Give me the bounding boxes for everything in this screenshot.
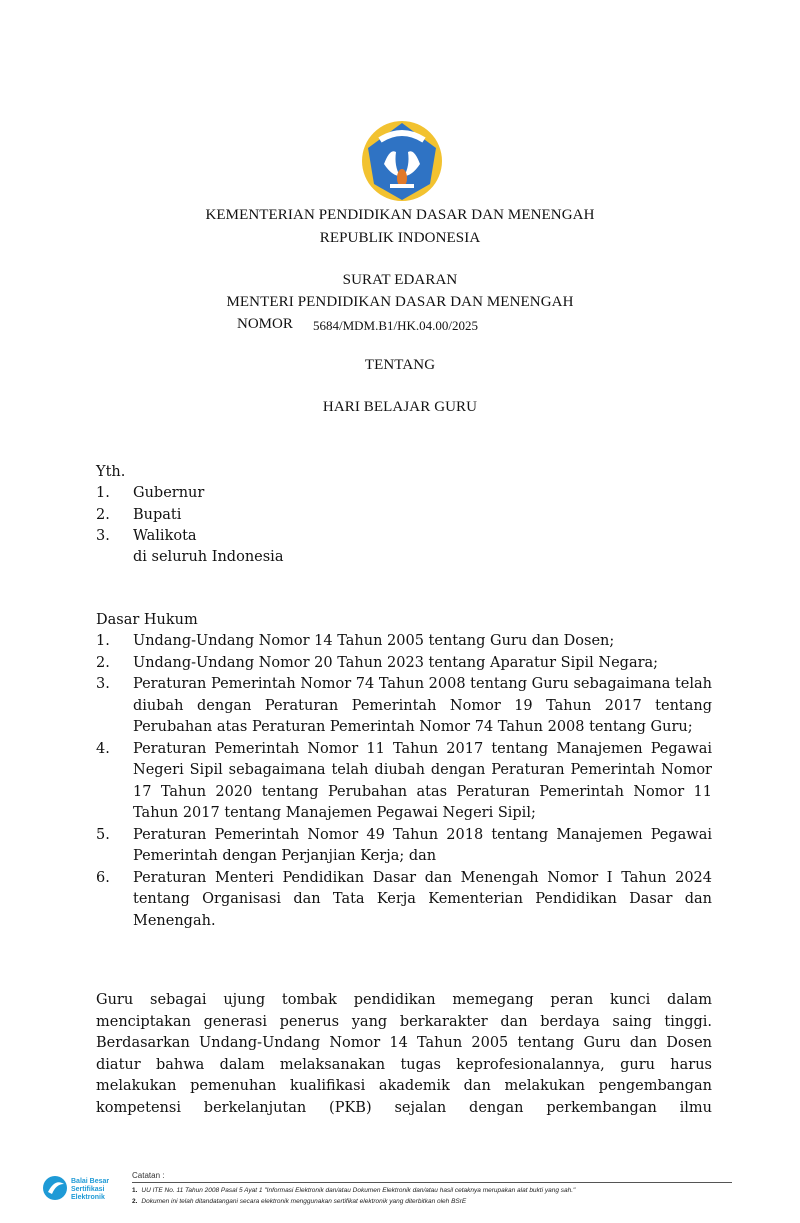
issuer-title: MENTERI PENDIDIKAN DASAR DAN MENENGAH — [226, 294, 574, 310]
dasar-hukum-title: Dasar Hukum — [96, 612, 198, 628]
list-item: 1. Undang-Undang Nomor 14 Tahun 2005 tentang Guru dan Dosen; — [96, 633, 615, 649]
list-item: 2. Undang-Undang Nomor 20 Tahun 2023 tentang Aparatur Sipil Negara; — [96, 654, 659, 671]
list-item: 3. Walikota — [96, 528, 197, 544]
list-item: 6. Peraturan Menteri Pendidikan Dasar dan Menengah Nomor I Tahun 2024 tentang Organisasi dan Tata Kerja Kementerian Pendidikan Dasar dan Menengah. — [96, 869, 712, 929]
footer-note: 2. Dokumen ini telah ditandatangani secara elektronik menggunakan sertifikat elektronik yang diterbitkan oleh BSrE — [132, 1198, 467, 1205]
nomor-label: NOMOR — [237, 316, 293, 332]
addressee-location: di seluruh Indonesia — [133, 549, 284, 565]
bsre-logo — [42, 1172, 132, 1204]
subject-title: HARI BELAJAR GURU — [322, 399, 478, 415]
tentang-heading: TENTANG — [364, 357, 436, 373]
list-item: 4. Peraturan Pemerintah Nomor 11 Tahun 2017 tentang Manajemen Pegawai Negeri Sipil sebagaimana telah diubah dengan Peraturan Pemerintah Nomor 17 Tahun 2020 tentang Perubahan atas Peraturan Pemerintah Nomor 11 Tahun 2017 tentang Manajemen Pegawai Negeri Sipil; — [96, 740, 712, 821]
nomor-value: 5684/MDM.B1/HK.04.00/2025 — [313, 318, 479, 333]
list-item: 3. Peraturan Pemerintah Nomor 74 Tahun 2008 tentang Guru sebagaimana telah diubah dengan Peraturan Pemerintah Nomor 19 Tahun 2017 tentang Perubahan atas Peraturan Pemerintah Nomor 74 Tahun 2008 tentang Guru; — [96, 676, 712, 735]
addressee-list — [96, 483, 712, 548]
salutation: Yth. — [96, 464, 126, 480]
bsre-logo-text-2: Sertifikasi — [71, 1186, 105, 1193]
bsre-logo-text-3: Elektronik — [71, 1194, 105, 1201]
ministry-name: KEMENTERIAN PENDIDIKAN DASAR DAN MENENGAH — [205, 207, 595, 223]
footer-label: Catatan : — [132, 1171, 165, 1180]
dasar-hukum-list — [96, 631, 712, 932]
list-item: 1. Gubernur — [96, 485, 205, 501]
list-item: 2. Bupati — [96, 506, 182, 523]
footer-note: 1. UU ITE No. 11 Tahun 2008 Pasal 5 Ayat 1 "Informasi Elektronik dan/atau Dokumen Elektronik dan/atau hasil cetaknya merupakan alat bukti yang sah." — [132, 1187, 576, 1194]
body-paragraph: Guru sebagai ujung tombak pendidikan memegang peran kunci dalam menciptakan generasi penerus yang berkarakter dan berdaya saing tinggi. Berdasarkan Undang-Undang Nomor 14 Tahun 2005 tentang Guru dan Dosen diatur bahwa dalam melaksanakan tugas keprofesionalannya, guru harus melakukan pemenuhan kualifikasi akademik dan melakukan pengembangan kompetensi berkelanjutan (PKB) sejalan dengan perkembangan ilmu — [96, 992, 712, 1116]
bsre-logo-text-1: Balai Besar — [71, 1178, 110, 1185]
list-item: 5. Peraturan Pemerintah Nomor 49 Tahun 2018 tentang Manajemen Pegawai Pemerintah dengan Perjanjian Kerja; dan — [96, 826, 712, 864]
footer-divider — [132, 1182, 732, 1183]
republic-name: REPUBLIK INDONESIA — [319, 230, 481, 246]
document-type: SURAT EDARAN — [342, 272, 458, 288]
tut-wuri-handayani-emblem-icon — [360, 118, 444, 204]
